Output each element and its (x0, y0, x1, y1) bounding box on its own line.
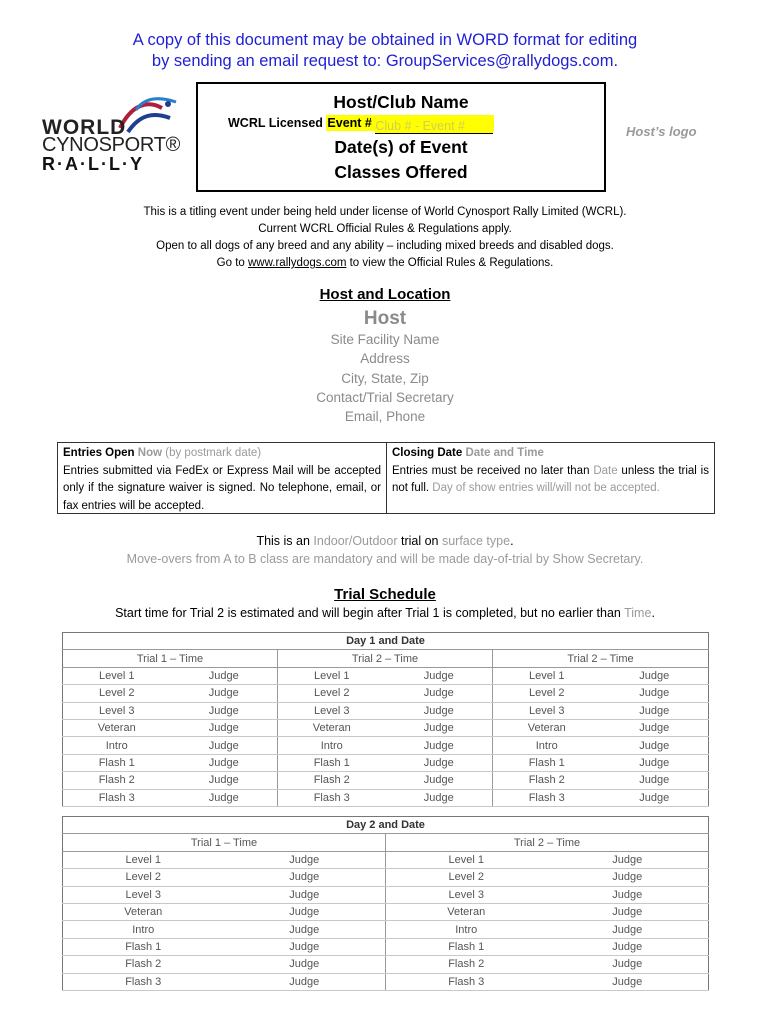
site-city-state-zip: City, State, Zip (341, 370, 429, 386)
judge-cell: Judge (171, 754, 278, 771)
schedule-sub-post: . (651, 606, 655, 620)
level-cell: Intro (278, 737, 386, 754)
schedule-row (63, 956, 709, 973)
copy-note-line-1: A copy of this document may be obtained in WORD format for editing (132, 31, 638, 49)
logo-world-text: WORLD (42, 116, 127, 139)
day-2-trial-2-time: Trial 2 – Time (386, 834, 709, 851)
wcrl-licensed-line (228, 116, 494, 134)
closing-text-b: unless the trial is not full. (392, 464, 709, 494)
level-cell: Level 2 (63, 869, 224, 886)
level-cell: Level 3 (63, 702, 171, 719)
schedule-row (63, 921, 709, 938)
entries-table (57, 442, 715, 514)
judge-cell: Judge (386, 667, 493, 684)
logo-cynosport-text: CYNOSPORT® (42, 134, 181, 156)
event-number-field[interactable] (326, 115, 494, 131)
judge-cell: Judge (601, 719, 709, 736)
level-cell: Level 3 (63, 886, 224, 903)
event-header-box (196, 82, 606, 192)
level-cell: Level 1 (63, 667, 171, 684)
judge-cell: Judge (547, 921, 709, 938)
intro-paragraph (0, 204, 770, 272)
event-number-placeholder: Club # - Event # (375, 119, 465, 133)
closing-date-label: Closing Date (392, 447, 463, 459)
judge-cell: Judge (171, 685, 278, 702)
judge-cell: Judge (547, 886, 709, 903)
judge-cell: Judge (224, 869, 386, 886)
day-1-trial-3-time: Trial 2 – Time (493, 650, 709, 667)
host-location-title: Host and Location (319, 286, 451, 303)
schedule-row (63, 789, 709, 806)
intro-line-4 (0, 255, 770, 272)
level-cell: Flash 1 (278, 754, 386, 771)
level-cell: Intro (63, 921, 224, 938)
level-cell: Flash 2 (493, 772, 601, 789)
level-cell: Level 2 (493, 685, 601, 702)
day-1-trial-1-time: Trial 1 – Time (63, 650, 278, 667)
level-cell: Flash 3 (386, 973, 547, 990)
intro-line-4-pre: Go to (216, 257, 248, 269)
day-of-show-note: Day of show entries will/will not be accepted. (432, 482, 660, 494)
day-1-trial-2-time: Trial 2 – Time (278, 650, 493, 667)
entries-open-cell (58, 443, 386, 513)
level-cell: Level 1 (493, 667, 601, 684)
level-cell: Level 2 (63, 685, 171, 702)
trial-surface-type: surface type (441, 534, 511, 548)
host-placeholder: Host (363, 308, 407, 329)
entries-open-value: Now (137, 447, 163, 459)
world-cynosport-rally-logo (42, 94, 182, 178)
judge-cell: Judge (547, 956, 709, 973)
trial-info-post: . (510, 534, 514, 548)
judge-cell: Judge (171, 789, 278, 806)
trial-surface-line (0, 532, 770, 550)
schedule-row (63, 938, 709, 955)
level-cell: Veteran (63, 903, 224, 920)
judge-cell: Judge (224, 973, 386, 990)
judge-cell: Judge (171, 667, 278, 684)
level-cell: Veteran (63, 719, 171, 736)
judge-cell: Judge (224, 886, 386, 903)
intro-line-2: Current WCRL Official Rules & Regulations apply. (258, 223, 512, 235)
level-cell: Intro (386, 921, 547, 938)
level-cell: Flash 1 (493, 754, 601, 771)
judge-cell: Judge (171, 719, 278, 736)
day-2-schedule-table (62, 816, 709, 991)
entries-open-text: Entries submitted via FedEx or Express Mail will be accepted only if the signature waiver is signed. No telephone, email, or fax entries will be accepted. (63, 464, 381, 512)
level-cell: Veteran (493, 719, 601, 736)
judge-cell: Judge (601, 702, 709, 719)
level-cell: Flash 1 (63, 754, 171, 771)
schedule-sub-pre: Start time for Trial 2 is estimated and will begin after Trial 1 is completed, but no earlier than (115, 606, 625, 620)
judge-cell: Judge (386, 754, 493, 771)
intro-line-3: Open to all dogs of any breed and any ability – including mixed breeds and disabled dogs. (156, 240, 614, 252)
trial-schedule-title: Trial Schedule (334, 586, 436, 603)
level-cell: Flash 3 (278, 789, 386, 806)
level-cell: Flash 2 (63, 956, 224, 973)
host-club-name: Host/Club Name (333, 92, 469, 112)
licensed-label: WCRL Licensed (228, 116, 323, 130)
host-logo-placeholder: Host’s logo (626, 124, 697, 139)
judge-cell: Judge (386, 702, 493, 719)
judge-cell: Judge (386, 719, 493, 736)
judge-cell: Judge (547, 851, 709, 868)
schedule-row (63, 973, 709, 990)
site-address: Address (360, 351, 410, 367)
level-cell: Flash 1 (63, 938, 224, 955)
judge-cell: Judge (224, 903, 386, 920)
judge-cell: Judge (601, 754, 709, 771)
judge-cell: Judge (171, 702, 278, 719)
schedule-row (63, 903, 709, 920)
judge-cell: Judge (601, 685, 709, 702)
judge-cell: Judge (171, 737, 278, 754)
closing-text-a: Entries must be received no later than (392, 464, 594, 477)
schedule-row (63, 685, 709, 702)
schedule-row (63, 772, 709, 789)
judge-cell: Judge (601, 667, 709, 684)
judge-cell: Judge (386, 685, 493, 702)
site-facility-name: Site Facility Name (330, 332, 440, 347)
level-cell: Level 1 (278, 667, 386, 684)
level-cell: Level 1 (63, 851, 224, 868)
day-1-schedule-table (62, 632, 709, 807)
judge-cell: Judge (547, 903, 709, 920)
rallydogs-link[interactable]: www.rallydogs.com (248, 257, 347, 269)
judge-cell: Judge (601, 737, 709, 754)
level-cell: Level 1 (386, 851, 547, 868)
schedule-row (63, 702, 709, 719)
level-cell: Veteran (386, 903, 547, 920)
day-2-trial-1-time: Trial 1 – Time (63, 834, 386, 851)
event-label: Event # (327, 116, 376, 130)
level-cell: Level 3 (386, 886, 547, 903)
entries-open-label: Entries Open (63, 447, 135, 459)
logo-rally-text: R·A·L·L·Y (42, 154, 144, 174)
level-cell: Intro (63, 737, 171, 754)
judge-cell: Judge (386, 772, 493, 789)
trial-location-type: Indoor/Outdoor (313, 534, 398, 548)
level-cell: Flash 2 (278, 772, 386, 789)
judge-cell: Judge (224, 851, 386, 868)
schedule-row (63, 851, 709, 868)
judge-cell: Judge (547, 869, 709, 886)
closing-date-value: Date and Time (465, 447, 544, 459)
copy-note-line-2: by sending an email request to: GroupServices@rallydogs.com. (151, 52, 619, 70)
level-cell: Flash 2 (63, 772, 171, 789)
schedule-row (63, 754, 709, 771)
entries-open-note: (by postmark date) (165, 447, 262, 459)
level-cell: Intro (493, 737, 601, 754)
judge-cell: Judge (224, 956, 386, 973)
move-overs-note: Move-overs from A to B class are mandatory and will be made day-of-trial by Show Secretary. (126, 552, 644, 566)
schedule-row (63, 737, 709, 754)
site-email-phone: Email, Phone (344, 409, 426, 425)
judge-cell: Judge (547, 973, 709, 990)
schedule-row (63, 719, 709, 736)
closing-date-cell (386, 443, 714, 513)
day-1-title: Day 1 and Date (63, 633, 709, 650)
schedule-row (63, 869, 709, 886)
logo-swirl-icon (118, 94, 180, 136)
level-cell: Flash 3 (493, 789, 601, 806)
level-cell: Level 2 (278, 685, 386, 702)
trial-info-pre: This is an (256, 534, 314, 548)
schedule-row (63, 886, 709, 903)
judge-cell: Judge (224, 938, 386, 955)
level-cell: Flash 2 (386, 956, 547, 973)
schedule-sub-time: Time (624, 606, 652, 620)
intro-line-4-post: to view the Official Rules & Regulations. (346, 257, 554, 269)
judge-cell: Judge (601, 789, 709, 806)
judge-cell: Judge (386, 737, 493, 754)
event-dates: Date(s) of Event (334, 137, 468, 157)
level-cell: Flash 3 (63, 973, 224, 990)
level-cell: Level 3 (278, 702, 386, 719)
level-cell: Flash 1 (386, 938, 547, 955)
level-cell: Level 3 (493, 702, 601, 719)
schedule-row (63, 667, 709, 684)
trial-info (0, 532, 770, 568)
judge-cell: Judge (171, 772, 278, 789)
closing-text-date: Date (593, 464, 618, 477)
trial-schedule-subtitle (0, 606, 770, 620)
level-cell: Veteran (278, 719, 386, 736)
level-cell: Level 2 (386, 869, 547, 886)
day-2-title: Day 2 and Date (63, 817, 709, 834)
classes-offered: Classes Offered (334, 162, 468, 182)
word-copy-note (0, 30, 770, 72)
judge-cell: Judge (386, 789, 493, 806)
intro-line-1: This is a titling event under being held under license of World Cynosport Rally Limited (WCRL). (143, 206, 627, 218)
judge-cell: Judge (601, 772, 709, 789)
judge-cell: Judge (547, 938, 709, 955)
trial-info-mid: trial on (397, 534, 442, 548)
level-cell: Flash 3 (63, 789, 171, 806)
judge-cell: Judge (224, 921, 386, 938)
site-contact: Contact/Trial Secretary (316, 389, 454, 405)
host-details (0, 330, 770, 426)
